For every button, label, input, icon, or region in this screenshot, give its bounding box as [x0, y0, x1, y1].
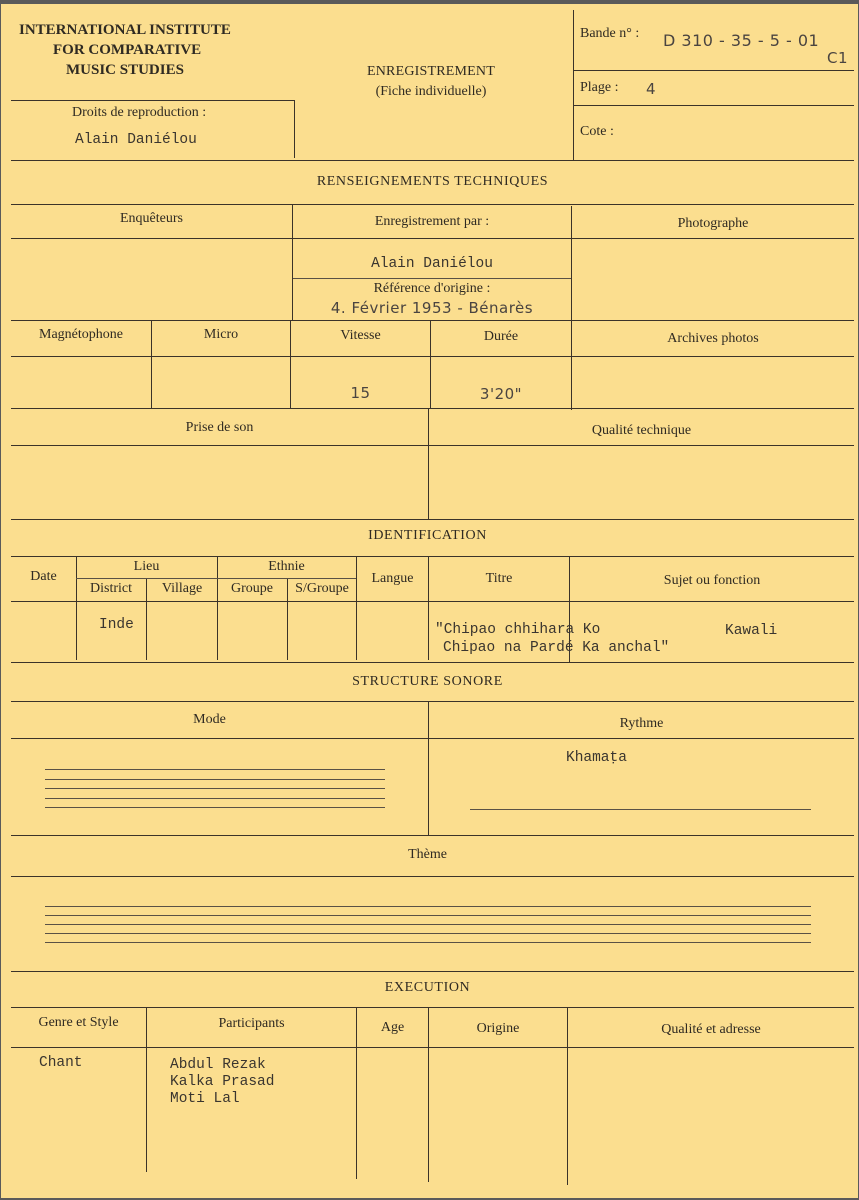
- enqueteurs-label: Enquêteurs: [120, 211, 183, 226]
- mode-label: Mode: [193, 712, 226, 727]
- duree-label: Durée: [483, 329, 519, 344]
- bande-label: Bande n° :: [580, 26, 640, 41]
- enregistrement-par-label: Enregistrement par :: [374, 214, 490, 229]
- archives-photos-label: Archives photos: [667, 331, 759, 346]
- origine-label: Origine: [476, 1021, 520, 1036]
- vitesse-label: Vitesse: [340, 328, 381, 343]
- participant-3: Moti Lal: [170, 1091, 240, 1107]
- vitesse-value: 15: [350, 384, 371, 402]
- ethnie-label: Ethnie: [268, 559, 305, 574]
- magnetophone-label: Magnétophone: [39, 327, 123, 342]
- enregistrement-par-value: Alain Daniélou: [371, 256, 493, 272]
- theme-label: Thème: [408, 847, 447, 862]
- qualite-adresse-label: Qualité et adresse: [661, 1022, 761, 1037]
- reference-origine-value: 4. Février 1953 - Bénarès: [330, 299, 534, 317]
- groupe-label: Groupe: [231, 581, 273, 596]
- age-label: Age: [380, 1020, 405, 1035]
- bande-value: D 310 - 35 - 5 - 01: [663, 31, 820, 50]
- titre-label: Titre: [485, 571, 513, 586]
- genre-style-value: Chant: [39, 1055, 83, 1071]
- form-title: ENREGISTREMENT: [366, 64, 495, 79]
- sujet-fonction-label: Sujet ou fonction: [663, 573, 761, 588]
- rythme-value: Khamaṭa: [566, 750, 627, 766]
- lieu-label: Lieu: [133, 559, 160, 574]
- institute-name-line1: INTERNATIONAL INSTITUTE: [19, 22, 231, 38]
- cote-label: Cote :: [580, 124, 614, 139]
- photographe-label: Photographe: [677, 216, 749, 231]
- sgroupe-label: S/Groupe: [295, 581, 349, 596]
- langue-label: Langue: [371, 571, 414, 586]
- district-value: Inde: [99, 617, 134, 633]
- genre-style-label: Genre et Style: [38, 1015, 119, 1030]
- rythme-label: Rythme: [619, 716, 664, 731]
- plage-label: Plage :: [580, 80, 619, 95]
- titre-value-line1: "Chipao chhihara Ko: [435, 622, 601, 638]
- bande-suffix: C1: [827, 49, 849, 67]
- institute-name-line3: MUSIC STUDIES: [66, 62, 184, 78]
- micro-label: Micro: [203, 327, 239, 342]
- section-identification: IDENTIFICATION: [368, 528, 487, 543]
- plage-value: 4: [646, 80, 657, 98]
- archive-record-card: [1, 4, 858, 1198]
- participant-1: Abdul Rezak: [170, 1057, 266, 1073]
- participant-2: Kalka Prasad: [170, 1074, 275, 1090]
- district-label: District: [90, 581, 132, 596]
- duree-value: 3'20": [479, 385, 523, 403]
- participants-label: Participants: [218, 1016, 285, 1031]
- reference-origine-label: Référence d'origine :: [373, 281, 491, 296]
- droits-value: Alain Daniélou: [75, 132, 197, 148]
- sujet-fonction-value: Kawali: [725, 623, 778, 639]
- titre-value-line2: Chipao na Pardé Ka anchal": [443, 640, 670, 656]
- droits-label: Droits de reproduction :: [72, 105, 207, 120]
- section-renseignements-techniques: RENSEIGNEMENTS TECHNIQUES: [316, 174, 549, 189]
- form-subtitle: (Fiche individuelle): [375, 84, 487, 99]
- prise-de-son-label: Prise de son: [185, 420, 254, 435]
- section-execution: EXECUTION: [384, 980, 471, 995]
- date-label: Date: [30, 569, 57, 584]
- section-structure-sonore: STRUCTURE SONORE: [352, 674, 503, 689]
- village-label: Village: [161, 581, 203, 596]
- institute-name-line2: FOR COMPARATIVE: [53, 42, 202, 58]
- qualite-technique-label: Qualité technique: [591, 423, 692, 438]
